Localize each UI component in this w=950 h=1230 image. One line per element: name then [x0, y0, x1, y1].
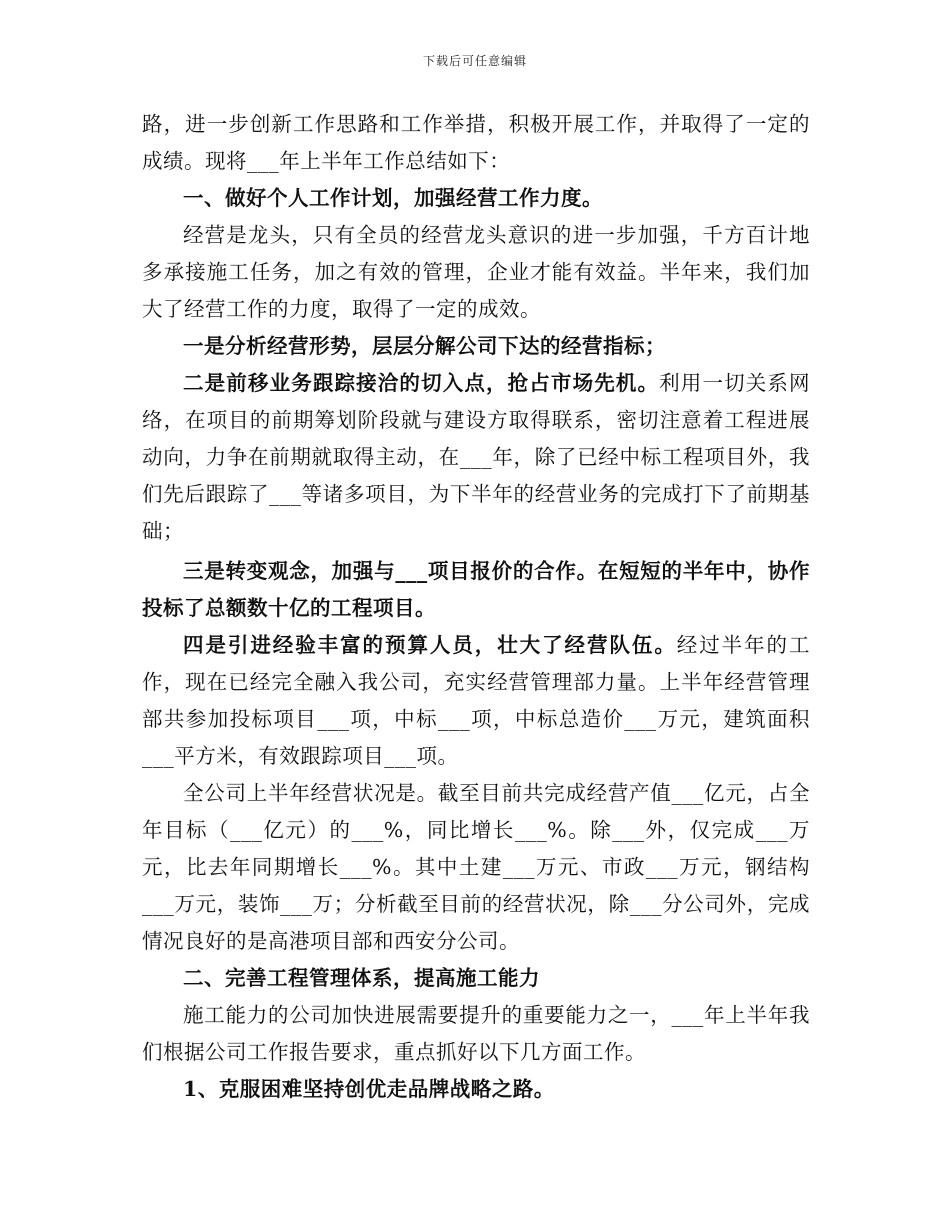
paragraph-performance: 全公司上半年经营状况是。截至目前共完成经营产值___亿元，占全年目标（___亿元）的___%，同比增长___%。除___外，仅完成___万元，比去年同期增长___%。其中土建___万元、市政___万元，钢结构___万元，装饰___万；分析截至目前的经营状况，除___分公司外，完成情况良好的是高港项目部和西安分公司。	[142, 781, 810, 953]
point-two	[142, 365, 810, 550]
paragraph-management: 经营是龙头，只有全员的经营龙头意识的进一步加强，千方百计地多承接施工任务，加之有效的管理，企业才能有效益。半年来，我们加大了经营工作的力度，取得了一定的成效。	[142, 223, 810, 321]
point-four-body: 经过半年的工作，现在已经完全融入我公司，充实经营管理部力量。上半年经营管理部共参加投标项目___项，中标___项，中标总造价___万元，建筑面积___平方米，有效跟踪项目___项。	[142, 633, 811, 768]
point-two-body: 利用一切关系网络，在项目的前期筹划阶段就与建设方取得联系，密切注意着工程进展动向，力争在前期就取得主动，在___年，除了已经中标工程项目外，我们先后跟踪了___等诸多项目，为下半年的经营业务的完成打下了前期基础；	[142, 371, 811, 543]
paragraph-intro: 路，进一步创新工作思路和工作举措，积极开展工作，并取得了一定的成绩。现将___年上半年工作总结如下：	[142, 112, 810, 173]
section-heading-1: 一、做好个人工作计划，加强经营工作力度。	[183, 186, 603, 210]
point-one: 一是分析经营形势，层层分解公司下达的经营指标；	[183, 334, 666, 358]
point-four-lead: 四是引进经验丰富的预算人员，壮大了经营队伍。	[183, 633, 677, 657]
subheading-1: 1、克服困难坚持创优走品牌战略之路。	[183, 1077, 555, 1101]
point-four	[142, 627, 810, 775]
page-header: 下载后可任意编辑	[422, 54, 527, 68]
section-heading-2: 二、完善工程管理体系，提高施工能力	[183, 966, 540, 990]
paragraph-construction: 施工能力的公司加快进展需要提升的重要能力之一，___年上半年我们根据公司工作报告要求，重点抓好以下几方面工作。	[142, 1003, 810, 1064]
point-three: 三是转变观念，加强与___项目报价的合作。在短短的半年中，协作投标了总额数十亿的工程项目。	[142, 559, 810, 620]
document-body	[142, 106, 810, 1108]
point-two-lead: 二是前移业务跟踪接洽的切入点，抢占市场先机。	[183, 371, 660, 395]
